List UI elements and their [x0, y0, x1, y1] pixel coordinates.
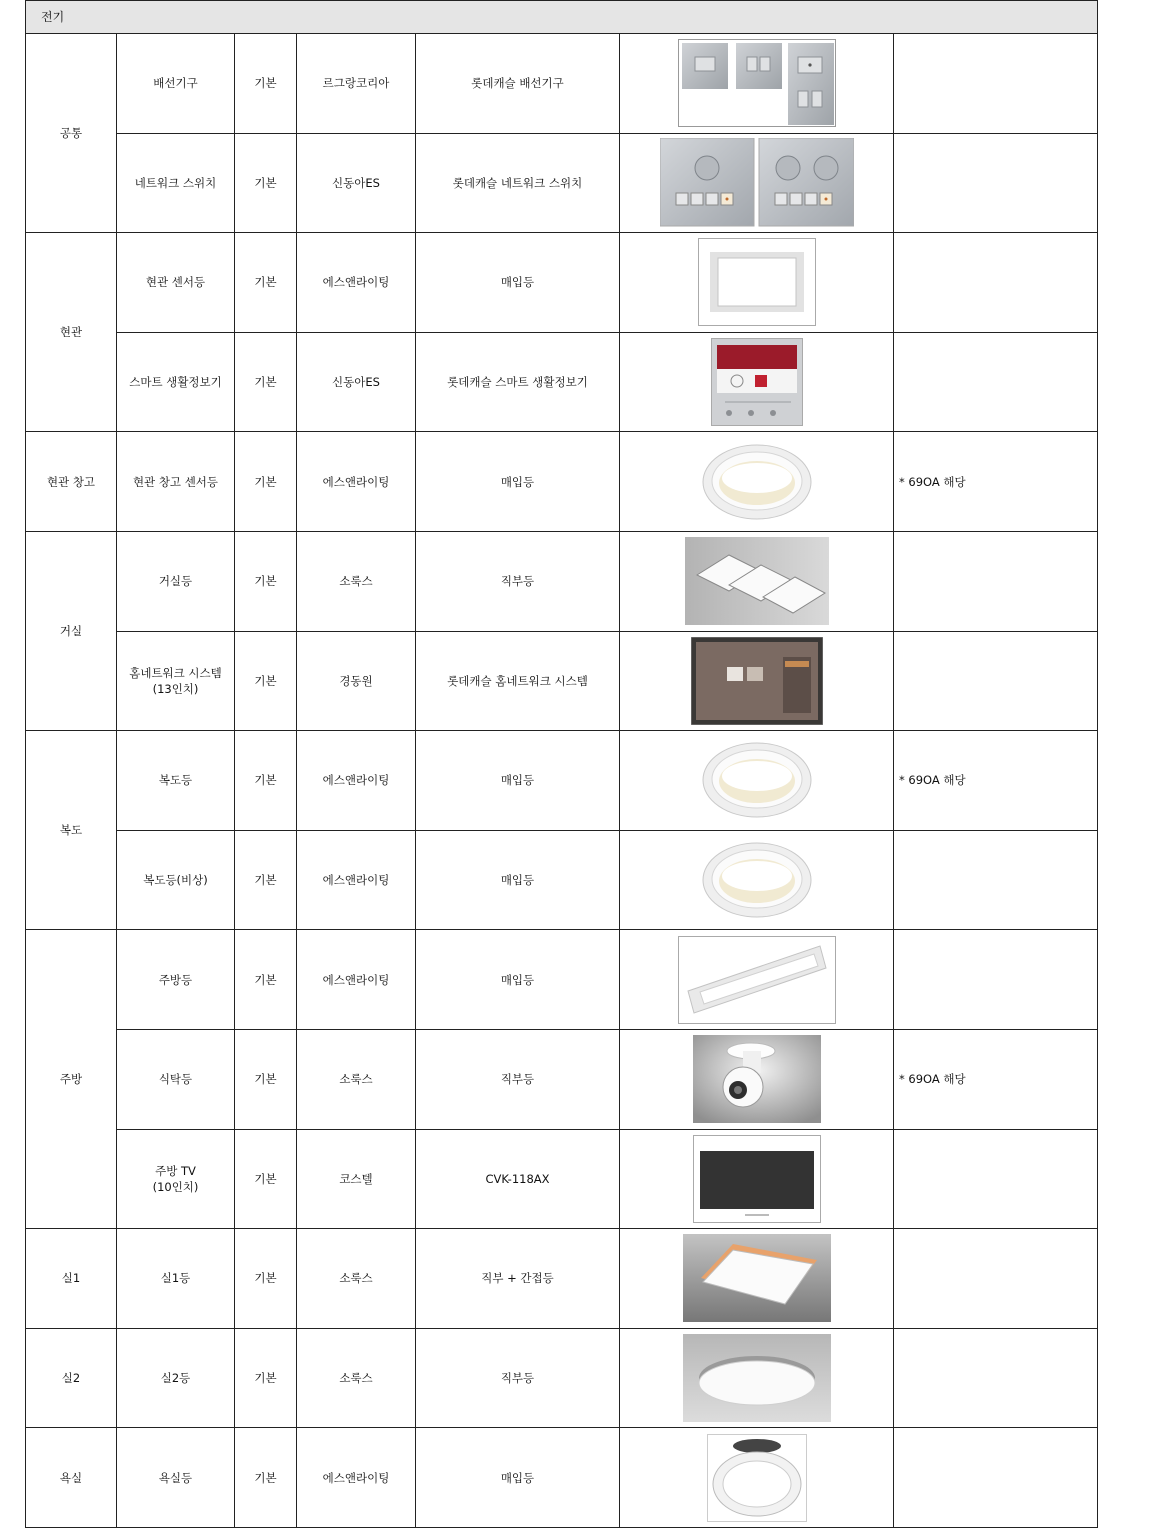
item-grade — [235, 1029, 297, 1129]
item-model-text: 매입등 — [500, 275, 535, 290]
triple-panel-light-icon — [685, 537, 829, 625]
item-row — [26, 830, 1098, 930]
item-name — [117, 1428, 235, 1528]
item-note — [894, 930, 1098, 1030]
kitchen-tv-icon — [693, 1135, 821, 1223]
item-row — [26, 233, 1098, 333]
item-name-text: 복도등(비상) — [143, 873, 208, 888]
area-cell-text: 공통 — [59, 126, 83, 141]
item-maker — [297, 332, 416, 432]
item-note — [894, 731, 1098, 831]
item-grade — [235, 631, 297, 731]
item-row — [26, 1428, 1098, 1528]
item-grade-text: 기본 — [254, 375, 277, 390]
round-ceiling-light-icon — [683, 1334, 831, 1422]
item-name-text: 주방등 — [158, 972, 193, 987]
item-maker-text: 에스앤라이팅 — [322, 773, 390, 788]
section-header-row — [26, 1, 1098, 34]
item-name — [117, 731, 235, 831]
item-name — [117, 930, 235, 1030]
item-row — [26, 531, 1098, 631]
item-image-cell — [620, 34, 894, 134]
item-maker-text: 에스앤라이팅 — [322, 474, 390, 489]
item-name-text: 배선기구 — [153, 76, 198, 91]
spot-light-icon — [693, 1035, 821, 1123]
area-cell-text: 거실 — [59, 624, 83, 639]
round-downlight-icon — [702, 841, 812, 919]
item-maker — [297, 631, 416, 731]
item-row — [26, 432, 1098, 532]
item-maker-text: 소룩스 — [339, 1271, 373, 1286]
item-name — [117, 531, 235, 631]
item-name — [117, 1129, 235, 1229]
area-cell — [26, 1328, 117, 1428]
item-note — [894, 1328, 1098, 1428]
item-name-text: 실1등 — [160, 1271, 191, 1286]
item-model-text: 직부등 — [500, 574, 535, 589]
item-grade — [235, 1328, 297, 1428]
area-cell-text: 실1 — [61, 1271, 81, 1286]
item-model — [416, 233, 620, 333]
item-model — [416, 34, 620, 134]
item-note — [894, 432, 1098, 532]
home-network-tablet-icon — [691, 637, 823, 725]
item-model-text: 매입등 — [500, 873, 535, 888]
item-maker-text: 소룩스 — [339, 574, 373, 589]
item-maker — [297, 830, 416, 930]
square-ceiling-light-icon — [683, 1234, 831, 1322]
item-name — [117, 631, 235, 731]
item-grade — [235, 1428, 297, 1528]
item-grade-text: 기본 — [254, 574, 277, 589]
item-maker — [297, 731, 416, 831]
item-name-text: 현관 창고 센서등 — [132, 474, 219, 489]
item-grade-text: 기본 — [254, 972, 277, 987]
item-row — [26, 332, 1098, 432]
item-grade — [235, 133, 297, 233]
item-model — [416, 133, 620, 233]
item-grade-text: 기본 — [254, 1470, 277, 1485]
item-image-cell — [620, 531, 894, 631]
item-model — [416, 531, 620, 631]
item-maker-text: 경동원 — [339, 673, 373, 688]
item-maker — [297, 1328, 416, 1428]
item-maker — [297, 1029, 416, 1129]
item-image-cell — [620, 930, 894, 1030]
area-cell — [26, 1229, 117, 1329]
area-cell — [26, 233, 117, 432]
item-name — [117, 1328, 235, 1428]
item-model-text: 롯데캐슬 스마트 생활정보기 — [447, 375, 588, 390]
bathroom-downlight-icon — [707, 1434, 807, 1522]
item-grade-text: 기본 — [254, 873, 277, 888]
item-grade-text: 기본 — [254, 76, 277, 91]
item-maker — [297, 133, 416, 233]
item-model — [416, 830, 620, 930]
item-maker — [297, 531, 416, 631]
item-model-text: CVK-118AX — [485, 1171, 550, 1186]
item-model-text: 매입등 — [500, 972, 535, 987]
area-cell-text: 현관 창고 — [46, 474, 96, 489]
item-model-text: 롯데캐슬 네트워크 스위치 — [452, 175, 583, 190]
item-note — [894, 1129, 1098, 1229]
area-cell — [26, 531, 117, 730]
item-grade-text: 기본 — [254, 773, 277, 788]
area-cell — [26, 930, 117, 1229]
area-cell — [26, 34, 117, 233]
item-model — [416, 1328, 620, 1428]
item-model-text: 매입등 — [500, 773, 535, 788]
item-grade — [235, 233, 297, 333]
item-grade-text: 기본 — [254, 175, 277, 190]
section-title: 전기 — [26, 1, 1098, 34]
item-model — [416, 1029, 620, 1129]
item-maker-text: 소룩스 — [339, 1072, 373, 1087]
item-maker — [297, 432, 416, 532]
item-grade — [235, 830, 297, 930]
area-cell-text: 현관 — [59, 325, 83, 340]
round-downlight-icon — [702, 741, 812, 819]
item-row — [26, 1129, 1098, 1229]
item-model — [416, 731, 620, 831]
item-grade — [235, 332, 297, 432]
item-row — [26, 1229, 1098, 1329]
item-maker-text: 르그랑코리아 — [322, 76, 390, 91]
item-name — [117, 133, 235, 233]
network-switch-panel-icon — [660, 138, 854, 228]
electrical-spec-table — [25, 0, 1098, 1528]
item-model — [416, 631, 620, 731]
item-note-text: * 69OA 해당 — [899, 474, 966, 489]
item-maker — [297, 1229, 416, 1329]
item-image-cell — [620, 233, 894, 333]
item-image-cell — [620, 1029, 894, 1129]
item-maker — [297, 1129, 416, 1229]
area-cell — [26, 432, 117, 532]
item-model-text: 직부등 — [500, 1371, 535, 1386]
area-cell-text: 복도 — [59, 823, 83, 838]
item-row — [26, 731, 1098, 831]
item-note — [894, 1229, 1098, 1329]
item-grade — [235, 930, 297, 1030]
item-row — [26, 133, 1098, 233]
item-model-text: 롯데캐슬 홈네트워크 시스템 — [447, 673, 588, 688]
item-row — [26, 631, 1098, 731]
item-image-cell — [620, 731, 894, 831]
item-note — [894, 1029, 1098, 1129]
area-cell — [26, 1428, 117, 1528]
item-model — [416, 1428, 620, 1528]
area-cell-text: 주방 — [59, 1072, 83, 1087]
item-model-text: 직부 + 간접등 — [481, 1271, 554, 1286]
item-name-text: 거실등 — [158, 574, 193, 589]
item-note — [894, 34, 1098, 134]
area-cell — [26, 731, 117, 930]
item-grade — [235, 1229, 297, 1329]
item-maker-text: 신동아ES — [332, 375, 380, 390]
item-note — [894, 631, 1098, 731]
wall-switch-set-icon — [678, 39, 836, 127]
item-image-cell — [620, 332, 894, 432]
item-model — [416, 432, 620, 532]
item-row — [26, 34, 1098, 134]
item-image-cell — [620, 432, 894, 532]
item-grade-text: 기본 — [254, 1072, 277, 1087]
round-downlight-icon — [702, 443, 812, 521]
item-name-text: 주방 TV (10인치) — [152, 1163, 199, 1194]
item-model-text: 매입등 — [500, 1470, 535, 1485]
item-name — [117, 34, 235, 134]
item-maker — [297, 1428, 416, 1528]
item-row — [26, 930, 1098, 1030]
item-image-cell — [620, 1428, 894, 1528]
item-row — [26, 1029, 1098, 1129]
item-maker — [297, 34, 416, 134]
item-grade — [235, 731, 297, 831]
item-note — [894, 332, 1098, 432]
item-name-text: 네트워크 스위치 — [134, 175, 217, 190]
item-image-cell — [620, 631, 894, 731]
item-maker-text: 에스앤라이팅 — [322, 972, 390, 987]
item-name-text: 현관 센서등 — [145, 275, 206, 290]
item-grade-text: 기본 — [254, 1171, 277, 1186]
item-maker — [297, 930, 416, 1030]
item-note — [894, 531, 1098, 631]
square-recessed-light-icon — [698, 238, 816, 326]
item-grade-text: 기본 — [254, 1271, 277, 1286]
item-maker-text: 에스앤라이팅 — [322, 1470, 390, 1485]
item-name — [117, 432, 235, 532]
item-name — [117, 233, 235, 333]
item-maker-text: 신동아ES — [332, 175, 380, 190]
item-note — [894, 133, 1098, 233]
item-model-text: 매입등 — [500, 474, 535, 489]
area-cell-text: 욕실 — [59, 1470, 83, 1485]
item-maker — [297, 233, 416, 333]
item-maker-text: 코스텔 — [339, 1171, 373, 1186]
item-note-text: * 69OA 해당 — [899, 1072, 966, 1087]
item-name — [117, 830, 235, 930]
item-model-text: 롯데캐슬 배선기구 — [471, 76, 564, 91]
item-model — [416, 1229, 620, 1329]
item-grade — [235, 531, 297, 631]
item-grade-text: 기본 — [254, 474, 277, 489]
item-model — [416, 930, 620, 1030]
item-image-cell — [620, 830, 894, 930]
item-grade-text: 기본 — [254, 275, 277, 290]
item-name-text: 스마트 생활정보기 — [129, 375, 222, 390]
item-image-cell — [620, 1328, 894, 1428]
item-name — [117, 1229, 235, 1329]
item-note — [894, 1428, 1098, 1528]
item-model — [416, 1129, 620, 1229]
item-grade — [235, 1129, 297, 1229]
item-image-cell — [620, 1129, 894, 1229]
item-note-text: * 69OA 해당 — [899, 773, 966, 788]
item-name — [117, 332, 235, 432]
item-image-cell — [620, 1229, 894, 1329]
item-note — [894, 830, 1098, 930]
item-name — [117, 1029, 235, 1129]
item-grade-text: 기본 — [254, 1371, 277, 1386]
item-grade — [235, 432, 297, 532]
item-row — [26, 1328, 1098, 1428]
item-name-text: 복도등 — [158, 773, 193, 788]
item-name-text: 실2등 — [160, 1371, 191, 1386]
linear-recessed-light-icon — [678, 936, 836, 1024]
item-name-text: 욕실등 — [158, 1470, 193, 1485]
item-maker-text: 에스앤라이팅 — [322, 873, 390, 888]
item-grade — [235, 34, 297, 134]
item-model-text: 직부등 — [500, 1072, 535, 1087]
item-image-cell — [620, 133, 894, 233]
smart-info-display-icon — [711, 338, 803, 426]
item-grade-text: 기본 — [254, 673, 277, 688]
item-note — [894, 233, 1098, 333]
item-maker-text: 소룩스 — [339, 1371, 373, 1386]
item-maker-text: 에스앤라이팅 — [322, 275, 390, 290]
area-cell-text: 실2 — [61, 1371, 81, 1386]
item-name-text: 홈네트워크 시스템 (13인치) — [129, 665, 222, 696]
item-model — [416, 332, 620, 432]
item-name-text: 식탁등 — [158, 1072, 193, 1087]
